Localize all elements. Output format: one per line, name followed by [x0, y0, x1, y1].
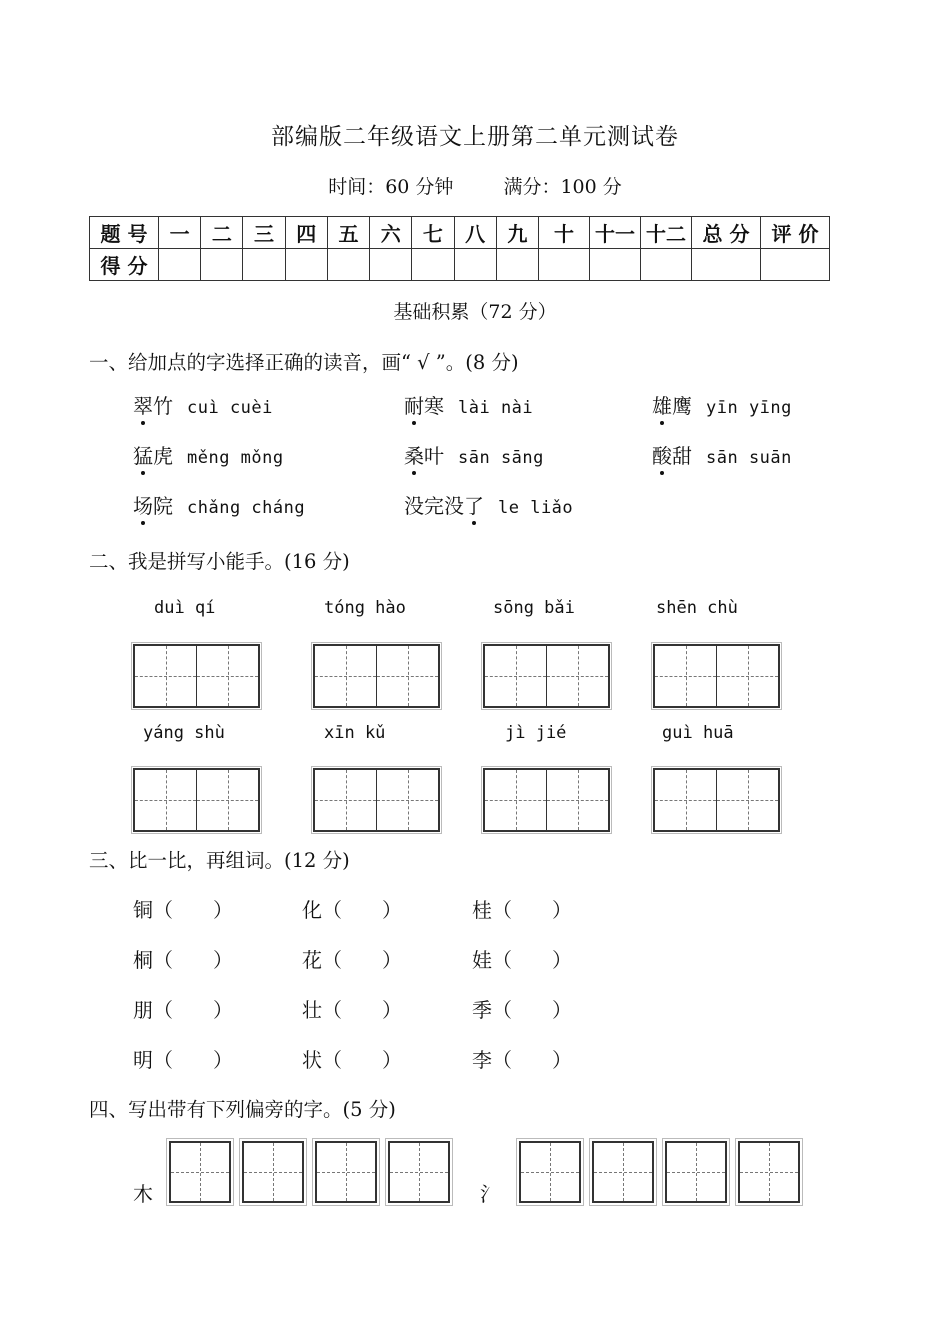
header-cell: 五 [327, 217, 369, 249]
compare-word[interactable]: 娃（ ） [472, 948, 572, 972]
score-cell[interactable] [285, 249, 327, 281]
score-cell[interactable] [496, 249, 538, 281]
q1-item[interactable] [652, 390, 792, 419]
score-cell[interactable] [539, 249, 590, 281]
word-rest: 寒 [424, 394, 444, 418]
character-box[interactable] [519, 1141, 581, 1203]
pinyin-options: sān sāng [458, 448, 544, 468]
q1-item[interactable] [133, 440, 284, 469]
word-rest: 院 [153, 494, 173, 518]
word-rest: 叶 [424, 444, 444, 468]
radical-wood: 木 [133, 1182, 153, 1206]
header-cell: 十二 [641, 217, 692, 249]
pinyin-prompt: guì huā [662, 723, 734, 743]
character-box[interactable] [592, 1141, 654, 1203]
compare-word[interactable]: 化（ ） [302, 898, 402, 922]
radical-water: 氵 [480, 1182, 500, 1206]
page-title: 部编版二年级语文上册第二单元测试卷 [271, 124, 679, 150]
pinyin-prompt: yáng shù [143, 723, 225, 743]
word-prefix: 没完没 [404, 494, 464, 518]
full-score: 满分：100 分 [503, 176, 622, 198]
score-cell[interactable] [412, 249, 454, 281]
compare-word[interactable]: 季（ ） [472, 998, 572, 1022]
compare-word[interactable]: 桐（ ） [133, 948, 233, 972]
header-cell: 题 号 [90, 217, 159, 249]
q1-item[interactable] [652, 440, 792, 469]
score-table [89, 216, 830, 281]
section-heading: 基础积累（72 分） [393, 301, 557, 323]
header-cell: 评 价 [761, 217, 830, 249]
score-cell[interactable] [454, 249, 496, 281]
header-cell: 六 [370, 217, 412, 249]
header-cell: 四 [285, 217, 327, 249]
writing-grid[interactable] [653, 768, 780, 832]
dotted-char: 耐 [404, 394, 424, 418]
dotted-char: 翠 [133, 394, 153, 418]
character-box[interactable] [665, 1141, 727, 1203]
pinyin-prompt: tóng hào [324, 598, 406, 618]
header-cell: 二 [201, 217, 243, 249]
score-table-score-row [90, 249, 830, 281]
dotted-char: 猛 [133, 444, 153, 468]
question-2-title: 二、我是拼写小能手。(16 分) [89, 550, 350, 573]
writing-grid[interactable] [653, 644, 780, 708]
score-cell[interactable] [641, 249, 692, 281]
question-1-title: 一、给加点的字选择正确的读音，画“ √ ”。(8 分) [89, 351, 519, 374]
character-box[interactable] [738, 1141, 800, 1203]
pinyin-prompt: duì qí [154, 598, 216, 618]
score-cell[interactable] [590, 249, 641, 281]
header-cell: 十 [539, 217, 590, 249]
pinyin-options: chǎng cháng [187, 498, 306, 518]
character-box[interactable] [388, 1141, 450, 1203]
exam-info [0, 172, 950, 199]
writing-grid[interactable] [133, 768, 260, 832]
pinyin-prompt: xīn kǔ [324, 723, 386, 743]
character-box[interactable] [315, 1141, 377, 1203]
q1-item[interactable] [404, 490, 573, 519]
writing-grid[interactable] [483, 644, 610, 708]
character-box[interactable] [242, 1141, 304, 1203]
pinyin-options: měng mǒng [187, 448, 284, 468]
pinyin-options: sān suān [706, 448, 792, 468]
dotted-char: 桑 [404, 444, 424, 468]
question-3-title: 三、比一比，再组词。(12 分) [89, 849, 350, 872]
writing-grid[interactable] [133, 644, 260, 708]
pinyin-options: le liǎo [498, 498, 574, 518]
pinyin-prompt: shēn chù [656, 598, 738, 618]
header-cell: 八 [454, 217, 496, 249]
word-rest: 竹 [153, 394, 173, 418]
score-cell[interactable] [243, 249, 285, 281]
dotted-char: 雄 [652, 394, 672, 418]
score-cell[interactable] [692, 249, 761, 281]
header-cell: 三 [243, 217, 285, 249]
compare-word[interactable]: 状（ ） [302, 1048, 402, 1072]
time-limit: 时间：60 分钟 [328, 176, 454, 198]
compare-word[interactable]: 铜（ ） [133, 898, 233, 922]
pinyin-options: cuì cuèi [187, 398, 273, 418]
score-cell[interactable] [201, 249, 243, 281]
compare-word[interactable]: 朋（ ） [133, 998, 233, 1022]
compare-word[interactable]: 桂（ ） [472, 898, 572, 922]
dotted-char: 酸 [652, 444, 672, 468]
pinyin-prompt: jì jié [505, 723, 567, 743]
q1-item[interactable] [404, 440, 544, 469]
header-cell: 十一 [590, 217, 641, 249]
compare-word[interactable]: 壮（ ） [302, 998, 402, 1022]
score-cell[interactable] [370, 249, 412, 281]
writing-grid[interactable] [313, 644, 440, 708]
writing-grid[interactable] [483, 768, 610, 832]
dotted-char: 场 [133, 494, 153, 518]
dotted-char: 了 [464, 494, 484, 518]
writing-grid[interactable] [313, 768, 440, 832]
question-4-title: 四、写出带有下列偏旁的字。(5 分) [89, 1098, 396, 1121]
q1-item[interactable] [404, 390, 533, 419]
header-cell: 总 分 [692, 217, 761, 249]
compare-word[interactable]: 花（ ） [302, 948, 402, 972]
compare-word[interactable]: 明（ ） [133, 1048, 233, 1072]
score-cell[interactable] [159, 249, 201, 281]
compare-word[interactable]: 李（ ） [472, 1048, 572, 1072]
score-cell[interactable] [761, 249, 830, 281]
header-cell: 七 [412, 217, 454, 249]
score-cell[interactable] [327, 249, 369, 281]
pinyin-options: lài nài [458, 398, 534, 418]
header-cell: 一 [159, 217, 201, 249]
q1-item[interactable] [133, 490, 305, 519]
score-table-header-row [90, 217, 830, 249]
row-label: 得 分 [90, 249, 159, 281]
word-rest: 虎 [153, 444, 173, 468]
pinyin-options: yīn yīng [706, 398, 792, 418]
q1-item[interactable] [133, 390, 273, 419]
character-box[interactable] [169, 1141, 231, 1203]
header-cell: 九 [496, 217, 538, 249]
word-rest: 甜 [672, 444, 692, 468]
word-rest: 鹰 [672, 394, 692, 418]
pinyin-prompt: sōng bǎi [493, 598, 575, 618]
